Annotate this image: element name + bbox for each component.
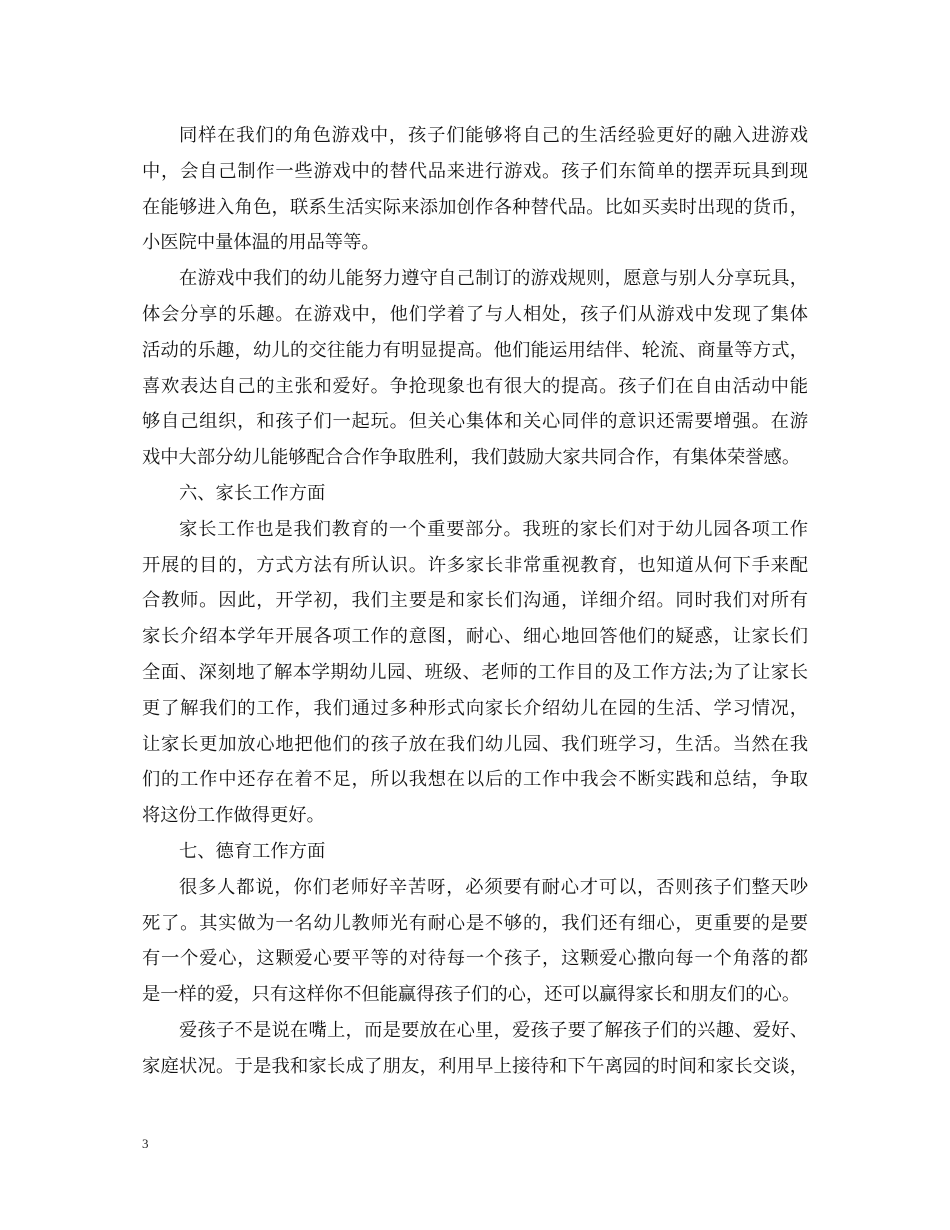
- paragraph-5-line-2: 家庭状况。于是我和家长成了朋友，利用早上接待和下午离园的时间和家长交谈，: [142, 1055, 808, 1077]
- paragraph-3-line-1: 家长工作也是我们教育的一个重要部分。我班的家长们对于幼儿园各项工作: [179, 518, 808, 540]
- paragraph-2-line-3: 活动的乐趣，幼儿的交往能力有明显提高。他们能运用结伴、轮流、商量等方式，: [142, 339, 808, 361]
- paragraph-3-line-5: 全面、深刻地了解本学期幼儿园、班级、老师的工作目的及工作方法;为了让家长: [142, 661, 808, 683]
- paragraph-1-line-4: 小医院中量体温的用品等等。: [142, 232, 380, 254]
- paragraph-3-line-7: 让家长更加放心地把他们的孩子放在我们幼儿园、我们班学习，生活。当然在我: [142, 733, 808, 755]
- paragraph-2-line-6: 戏中大部分幼儿能够配合合作争取胜利，我们鼓励大家共同合作，有集体荣誉感。: [142, 447, 801, 469]
- paragraph-4-line-3: 有一个爱心，这颗爱心要平等的对待每一个孩子，这颗爱心撒向每一个角落的都: [142, 948, 808, 970]
- document-body: [142, 118, 808, 1085]
- paragraph-3-line-2: 开展的目的，方式方法有所认识。许多家长非常重视教育，也知道从何下手来配: [142, 554, 808, 576]
- paragraph-4-line-4: 是一样的爱，只有这样你不但能赢得孩子们的心，还可以赢得家长和朋友们的心。: [142, 984, 801, 1006]
- paragraph-2-line-4: 喜欢表达自己的主张和爱好。争抢现象也有很大的提高。孩子们在自由活动中能: [142, 375, 808, 397]
- paragraph-1-line-1: 同样在我们的角色游戏中，孩子们能够将自己的生活经验更好的融入进游戏: [179, 125, 808, 146]
- paragraph-4-line-2: 死了。其实做为一名幼儿教师光有耐心是不够的，我们还有细心，更重要的是要: [142, 912, 808, 934]
- paragraph-5-line-1: 爱孩子不是说在嘴上，而是要放在心里，爱孩子要了解孩子们的兴趣、爱好、: [179, 1019, 808, 1041]
- paragraph-3-line-3: 合教师。因此，开学初，我们主要是和家长们沟通，详细介绍。同时我们对所有: [142, 590, 808, 612]
- section-heading-moral-education: 七、德育工作方面: [179, 840, 326, 862]
- paragraph-1-line-3: 在能够进入角色，联系生活实际来添加创作各种替代品。比如买卖时出现的货币，: [142, 196, 808, 218]
- paragraph-3-line-6: 更了解我们的工作，我们通过多种形式向家长介绍幼儿在园的生活、学习情况，: [142, 697, 808, 719]
- section-heading-parent-work: 六、家长工作方面: [179, 482, 326, 504]
- paragraph-2-line-2: 体会分享的乐趣。在游戏中，他们学着了与人相处，孩子们从游戏中发现了集体: [142, 303, 808, 325]
- paragraph-3-line-9: 将这份工作做得更好。: [142, 805, 325, 827]
- paragraph-2-line-1: 在游戏中我们的幼儿能努力遵守自己制订的游戏规则，愿意与别人分享玩具，: [179, 268, 808, 290]
- paragraph-3-line-8: 们的工作中还存在着不足，所以我想在以后的工作中我会不断实践和总结，争取: [142, 769, 808, 791]
- page-number: 3: [142, 1136, 149, 1151]
- paragraph-2-line-5: 够自己组织，和孩子们一起玩。但关心集体和关心同伴的意识还需要增强。在游: [142, 411, 808, 433]
- paragraph-4-line-1: 很多人都说，你们老师好辛苦呀，必须要有耐心才可以，否则孩子们整天吵: [179, 876, 808, 898]
- paragraph-1-line-2: 中，会自己制作一些游戏中的替代品来进行游戏。孩子们东简单的摆弄玩具到现: [142, 160, 808, 182]
- paragraph-3-line-4: 家长介绍本学年开展各项工作的意图，耐心、细心地回答他们的疑惑，让家长们: [142, 626, 808, 648]
